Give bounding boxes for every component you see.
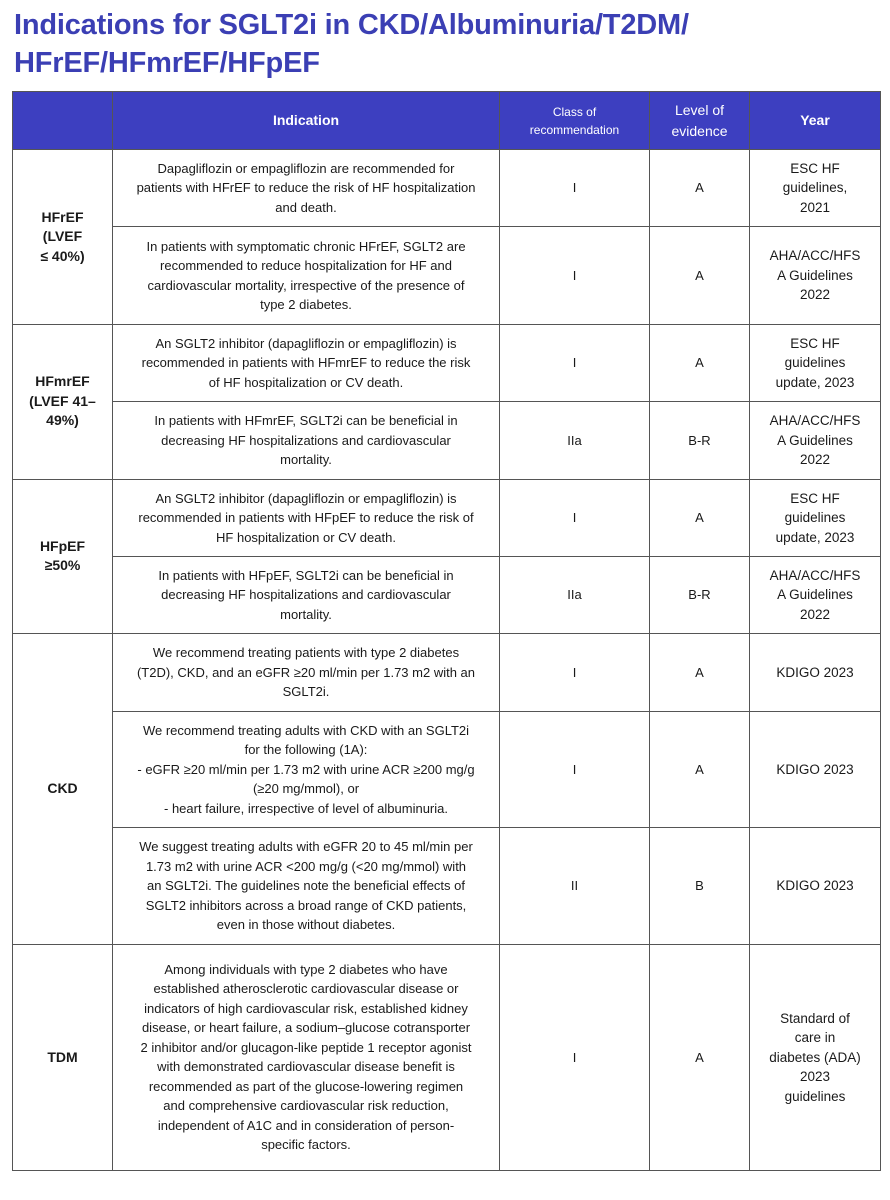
indication-line: mortality. [280, 606, 332, 622]
indication-line: - eGFR ≥20 ml/min per 1.73 m2 with urine ACR ≥200 mg/g [137, 761, 475, 777]
year-line: guidelines [784, 1088, 846, 1104]
year-cell [750, 324, 881, 401]
year-line: ESC HF [790, 335, 840, 351]
group-label-cell [13, 634, 113, 945]
indication-cell [113, 479, 500, 556]
table-row [13, 402, 881, 479]
indication-line: - heart failure, irrespective of level of albuminuria. [164, 800, 448, 816]
table-row [13, 324, 881, 401]
indication-line: recommended in patients with HFmrEF to reduce the risk [141, 355, 471, 371]
indication-cell [113, 150, 500, 227]
year-cell [750, 150, 881, 227]
level-cell: A [650, 150, 750, 227]
group-label-line: HFpEF [39, 537, 86, 554]
year-line: update, 2023 [775, 374, 855, 390]
indication-line: patients with HFrEF to reduce the risk of HF hospitalization [136, 180, 476, 196]
year-line: 2021 [799, 199, 831, 215]
indication-line: In patients with symptomatic chronic HFrEF, SGLT2 are [146, 238, 466, 254]
indication-line: recommended as part of the glucose-lowering regimen [148, 1078, 464, 1094]
year-line: diabetes (ADA) [769, 1049, 861, 1065]
year-line: 2023 [799, 1069, 831, 1085]
indication-cell [113, 828, 500, 945]
header-level-line: evidence [671, 122, 728, 139]
indication-line: Among individuals with type 2 diabetes who have [164, 961, 448, 977]
level-cell: A [650, 711, 750, 828]
indication-line: and comprehensive cardiovascular risk reduction, [163, 1098, 449, 1114]
indication-line: We suggest treating adults with eGFR 20 to 45 ml/min per [139, 839, 473, 855]
indication-line: In patients with HFpEF, SGLT2i can be beneficial in [158, 567, 454, 583]
indication-cell [113, 324, 500, 401]
header-indication: Indication [113, 92, 500, 150]
header-level-line: Level of [674, 101, 725, 118]
header-level [650, 92, 750, 150]
header-class-line: Class of [552, 104, 597, 119]
level-cell: B-R [650, 402, 750, 479]
group-label-line: CKD [47, 780, 78, 797]
year-cell [750, 711, 881, 828]
table-row [13, 711, 881, 828]
year-line: KDIGO 2023 [776, 878, 854, 894]
table-row [13, 227, 881, 324]
indication-line: even in those without diabetes. [216, 917, 396, 933]
level-cell: B [650, 828, 750, 945]
year-line: Standard of [780, 1010, 850, 1026]
year-line: A Guidelines [777, 267, 853, 283]
year-cell [750, 828, 881, 945]
level-cell: A [650, 479, 750, 556]
year-line: KDIGO 2023 [776, 664, 854, 680]
class-cell: I [500, 324, 650, 401]
header-group [13, 92, 113, 150]
table-row [13, 479, 881, 556]
indication-line: decreasing HF hospitalizations and cardiovascular [161, 587, 451, 603]
class-cell: IIa [500, 402, 650, 479]
indication-line: (≥20 mg/mmol), or [252, 781, 360, 797]
header-year: Year [750, 92, 881, 150]
year-cell [750, 944, 881, 1170]
year-line: 2022 [799, 606, 831, 622]
table-row [13, 828, 881, 945]
table-row [13, 634, 881, 711]
title-line: HFrEF/HFmrEF/HFpEF [14, 47, 320, 79]
class-cell: I [500, 479, 650, 556]
group-label-line: HFrEF [41, 208, 84, 225]
indication-line: for the following (1A): [244, 742, 368, 758]
indication-line: 1.73 m2 with urine ACR <200 mg/g (<20 mg/mmol) with [145, 858, 467, 874]
year-cell [750, 634, 881, 711]
indication-line: Dapagliflozin or empagliflozin are recommended for [157, 160, 455, 176]
indication-line: disease, or heart failure, a sodium–glucose cotransporter [141, 1020, 471, 1036]
indication-cell [113, 634, 500, 711]
group-label-cell [13, 944, 113, 1170]
class-cell: I [500, 634, 650, 711]
year-line: A Guidelines [777, 432, 853, 448]
group-label-line: TDM [47, 1048, 78, 1065]
indication-line: An SGLT2 inhibitor (dapagliflozin or empagliflozin) is [155, 335, 457, 351]
year-line: ESC HF [790, 490, 840, 506]
level-cell: A [650, 634, 750, 711]
table-row [13, 150, 881, 227]
year-line: A Guidelines [777, 587, 853, 603]
indications-table [12, 91, 881, 1171]
indication-line: SGLT2i. [282, 684, 330, 700]
indication-line: An SGLT2 inhibitor (dapagliflozin or empagliflozin) is [155, 490, 457, 506]
indication-line: with demonstrated cardiovascular disease benefit is [157, 1059, 455, 1075]
year-line: AHA/ACC/HFS [769, 413, 861, 429]
indication-cell [113, 227, 500, 324]
year-line: guidelines [784, 510, 846, 526]
group-label-line: ≥50% [44, 557, 81, 574]
class-cell: I [500, 150, 650, 227]
year-cell [750, 556, 881, 633]
year-line: AHA/ACC/HFS [769, 248, 861, 264]
year-line: guidelines [784, 355, 846, 371]
table-row [13, 944, 881, 1170]
year-cell [750, 402, 881, 479]
indication-line: We recommend treating adults with CKD with an SGLT2i [142, 722, 470, 738]
indication-line: recommended in patients with HFpEF to reduce the risk of [138, 510, 474, 526]
table-row [13, 556, 881, 633]
class-cell: I [500, 944, 650, 1170]
table-body [13, 150, 881, 1171]
indication-line: recommended to reduce hospitalization for HF and [160, 258, 452, 274]
group-label-cell [13, 324, 113, 479]
indication-line: In patients with HFmrEF, SGLT2i can be beneficial in [154, 413, 458, 429]
indication-line: SGLT2 inhibitors across a broad range of CKD patients, [145, 897, 467, 913]
year-line: care in [794, 1030, 836, 1046]
level-cell: A [650, 944, 750, 1170]
year-cell [750, 479, 881, 556]
group-label-line: (LVEF [42, 228, 83, 245]
indication-cell [113, 944, 500, 1170]
header-class [500, 92, 650, 150]
indication-cell [113, 402, 500, 479]
year-line: KDIGO 2023 [776, 761, 854, 777]
class-cell: IIa [500, 556, 650, 633]
indication-line: HF hospitalization or CV death. [216, 529, 396, 545]
group-label-cell [13, 479, 113, 634]
table-header-row [13, 92, 881, 150]
year-line: update, 2023 [775, 529, 855, 545]
title-line: Indications for SGLT2i in CKD/Albuminuria/T2DM/ [14, 9, 689, 41]
indication-line: and death. [275, 199, 337, 215]
indication-line: indicators of high cardiovascular risk, established kidney [144, 1000, 468, 1016]
indication-line: an SGLT2i. The guidelines note the beneficial effects of [147, 878, 465, 894]
indication-cell [113, 711, 500, 828]
indication-cell [113, 556, 500, 633]
level-cell: B-R [650, 556, 750, 633]
year-line: guidelines, [782, 180, 848, 196]
group-label-line: HFmrEF [35, 373, 90, 390]
year-cell [750, 227, 881, 324]
class-cell: II [500, 828, 650, 945]
year-line: AHA/ACC/HFS [769, 567, 861, 583]
indication-line: independent of A1C and in consideration of person- [157, 1117, 455, 1133]
class-cell: I [500, 711, 650, 828]
year-line: ESC HF [790, 160, 840, 176]
indication-line: of HF hospitalization or CV death. [208, 374, 404, 390]
group-label-line: (LVEF 41– [29, 392, 96, 409]
class-cell: I [500, 227, 650, 324]
indication-line: cardiovascular mortality, irrespective of the presence of [147, 277, 465, 293]
group-label-cell [13, 150, 113, 325]
year-line: 2022 [799, 287, 831, 303]
year-line: 2022 [799, 452, 831, 468]
page-title [14, 6, 874, 82]
indication-line: decreasing HF hospitalizations and cardiovascular [161, 432, 451, 448]
indication-line: mortality. [280, 452, 332, 468]
group-label-line: 49%) [46, 412, 79, 429]
level-cell: A [650, 227, 750, 324]
group-label-line: ≤ 40%) [40, 247, 85, 264]
header-class-line: recommendation [529, 122, 620, 137]
indication-line: (T2D), CKD, and an eGFR ≥20 ml/min per 1.73 m2 with an [136, 664, 476, 680]
indication-line: We recommend treating patients with type 2 diabetes [152, 645, 460, 661]
indication-line: established atherosclerotic cardiovascular disease or [153, 981, 459, 997]
level-cell: A [650, 324, 750, 401]
indication-line: type 2 diabetes. [260, 297, 352, 313]
indication-line: specific factors. [261, 1137, 351, 1153]
indication-line: 2 inhibitor and/or glucagon-like peptide 1 receptor agonist [140, 1039, 472, 1055]
